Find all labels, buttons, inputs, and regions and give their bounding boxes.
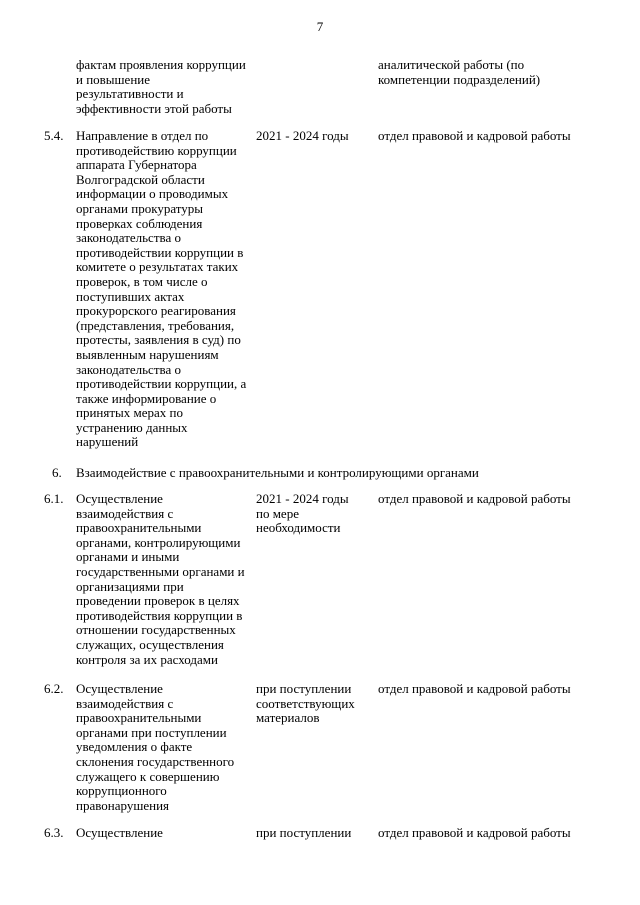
measure-description bbox=[76, 492, 254, 667]
text-line: фактам проявления коррупции bbox=[76, 57, 246, 72]
text-line: отдел правовой и кадровой работы bbox=[378, 681, 571, 696]
text-line: Осуществление bbox=[76, 681, 163, 696]
text-line: поступивших актах bbox=[76, 288, 185, 304]
execution-term bbox=[256, 682, 374, 726]
text-line: законодательства о bbox=[76, 361, 181, 377]
text-line: взаимодействия с bbox=[76, 695, 174, 711]
text-line: правонарушения bbox=[76, 797, 170, 813]
text-line: правоохранительными bbox=[76, 710, 202, 726]
text-line: аппарата Губернатора bbox=[76, 157, 197, 173]
responsible-unit bbox=[378, 682, 588, 697]
text-line: Осуществление bbox=[76, 491, 163, 506]
text-line: противодействию коррупции bbox=[76, 142, 237, 158]
text-line: контроля за их расходами bbox=[76, 651, 218, 667]
text-line: аналитической работы (по bbox=[378, 57, 525, 72]
text-line: Направление в отдел по bbox=[76, 128, 209, 143]
text-line: информации о проводимых bbox=[76, 186, 229, 202]
text-line: коррупционного bbox=[76, 783, 167, 799]
text-line: органами, контролирующими bbox=[76, 534, 241, 550]
text-line: взаимодействия с bbox=[76, 505, 174, 521]
text-line: выявленным нарушениям bbox=[76, 346, 219, 362]
section-title: Взаимодействие с правоохранительными и контролирующими органами bbox=[76, 465, 479, 480]
item-number: 6.2. bbox=[44, 681, 64, 696]
text-line: необходимости bbox=[256, 520, 341, 536]
text-line: служащего к совершению bbox=[76, 768, 220, 784]
item-number: 6.3. bbox=[44, 825, 64, 840]
responsible-unit bbox=[378, 492, 588, 507]
text-line: отношении государственных bbox=[76, 622, 236, 638]
execution-term bbox=[256, 492, 374, 536]
item-number: 5.4. bbox=[44, 128, 64, 143]
responsible-unit bbox=[378, 826, 588, 841]
text-line: компетенции подразделений) bbox=[378, 71, 541, 87]
text-line: комитете о результатах таких bbox=[76, 259, 239, 275]
measure-description bbox=[76, 129, 254, 450]
text-line: отдел правовой и кадровой работы bbox=[378, 128, 571, 143]
text-line: принятых мерах по bbox=[76, 405, 183, 421]
text-line: органами прокуратуры bbox=[76, 200, 204, 216]
responsible-unit bbox=[378, 129, 588, 144]
execution-term bbox=[256, 826, 374, 841]
text-line: противодействии коррупции, а bbox=[76, 376, 247, 392]
measure-description bbox=[76, 826, 254, 841]
text-line: уведомления о факте bbox=[76, 739, 193, 755]
text-line: 2021 - 2024 годы bbox=[256, 128, 349, 143]
text-line: и повышение bbox=[76, 71, 151, 87]
execution-term bbox=[256, 129, 374, 144]
text-line: нарушений bbox=[76, 434, 139, 450]
text-line: законодательства о bbox=[76, 230, 181, 246]
text-line: органами и иными bbox=[76, 549, 180, 565]
text-line: отдел правовой и кадровой работы bbox=[378, 491, 571, 506]
text-line: 2021 - 2024 годы bbox=[256, 491, 349, 506]
measure-description bbox=[76, 682, 254, 813]
text-line: проверок, в том числе о bbox=[76, 273, 208, 289]
text-line: противодействии коррупции в bbox=[76, 244, 244, 260]
text-line: при поступлении bbox=[256, 681, 352, 696]
text-line: правоохранительными bbox=[76, 520, 202, 536]
page-number: 7 bbox=[316, 19, 324, 34]
text-line: протесты, заявления в суд) по bbox=[76, 332, 241, 348]
text-line: проведении проверок в целях bbox=[76, 593, 240, 609]
text-line: Осуществление bbox=[76, 825, 163, 840]
text-line: служащих, осуществления bbox=[76, 636, 224, 652]
measure-description bbox=[76, 58, 254, 116]
text-line: соответствующих bbox=[256, 695, 355, 711]
text-line: проверках соблюдения bbox=[76, 215, 203, 231]
item-number: 6.1. bbox=[44, 491, 64, 506]
text-line: склонения государственного bbox=[76, 753, 235, 769]
text-line: Волгоградской области bbox=[76, 171, 205, 187]
text-line: эффективности этой работы bbox=[76, 100, 232, 116]
responsible-unit bbox=[378, 58, 588, 87]
text-line: по мере bbox=[256, 505, 299, 521]
text-line: материалов bbox=[256, 710, 320, 726]
text-line: устранению данных bbox=[76, 419, 188, 435]
text-line: также информирование о bbox=[76, 390, 217, 406]
text-line: государственными органами и bbox=[76, 563, 245, 579]
section-number: 6. bbox=[52, 465, 62, 480]
text-line: результативности и bbox=[76, 86, 184, 102]
text-line: прокурорского реагирования bbox=[76, 303, 236, 319]
text-line: при поступлении bbox=[256, 825, 352, 840]
text-line: отдел правовой и кадровой работы bbox=[378, 825, 571, 840]
text-line: организациями при bbox=[76, 578, 184, 594]
text-line: (представления, требования, bbox=[76, 317, 235, 333]
text-line: органами при поступлении bbox=[76, 724, 227, 740]
text-line: противодействия коррупции в bbox=[76, 607, 243, 623]
